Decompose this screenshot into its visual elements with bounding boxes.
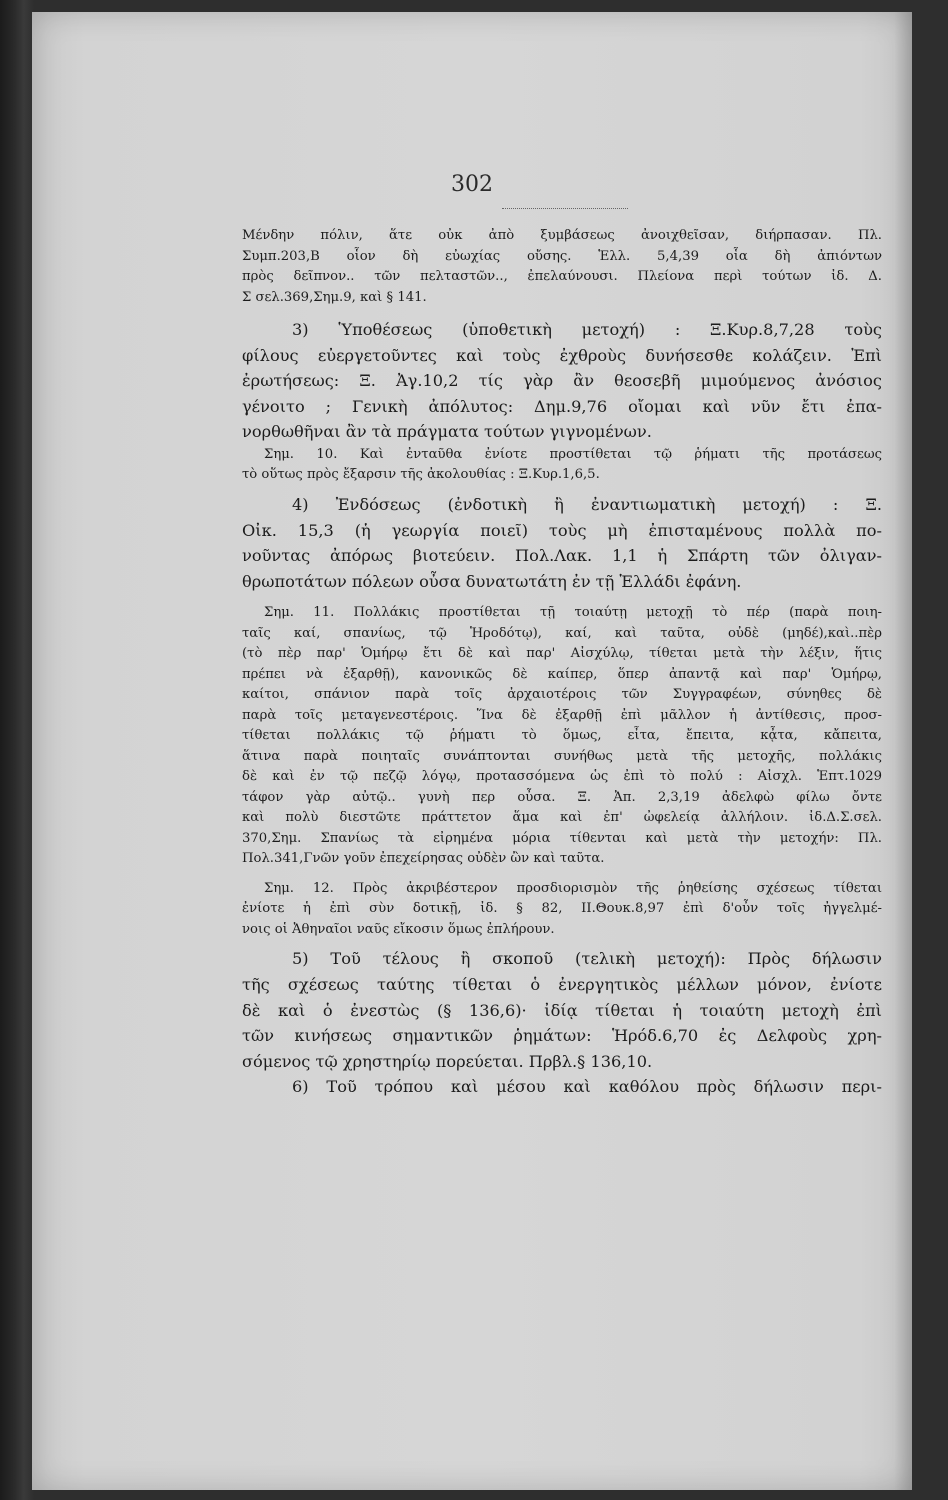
section-heading-line: 5) Τοῦ τέλους ἢ σκοποῦ (τελικὴ μετοχή): Πρὸς δήλωσιν	[292, 949, 882, 969]
text-line: νοῦντας ἀπόρως βιοτεύειν. Πολ.Λακ. 1,1 ἡ Σπάρτη τῶν ὀλιγαν-	[242, 546, 882, 566]
book-page	[32, 12, 912, 1490]
page-body	[242, 226, 882, 1100]
section-concession	[242, 492, 882, 594]
text-line: Μένδην πόλιν, ἅτε οὐκ ἀπὸ ξυμβάσεως ἀνοιχθεῖσαν, διήρπασαν. Πλ.	[242, 228, 882, 243]
text-line: πρὸς δεῖπνον.. τῶν πελταστῶν.., ἐπελαύνουσι. Πλείονα περὶ τούτων ἰδ. Δ.	[242, 269, 882, 284]
section-purpose	[242, 946, 882, 1100]
page-number-rule	[502, 208, 628, 209]
text-line: Σ σελ.369,Σημ.9, καὶ § 141.	[242, 289, 427, 305]
text-line: Συμπ.203,Β οἷον δὴ εὐωχίας οὔσης. Ἑλλ. 5,4,39 οἷα δὴ ἀπιόντων	[242, 248, 882, 264]
paragraph-continuation	[242, 226, 882, 308]
note-line: 370,Σημ. Σπανίως τὰ εἰρημένα μόρια τίθενται καὶ μετὰ τὴν μετοχήν: Πλ.	[242, 830, 882, 846]
note-line: Σημ. 10. Καὶ ἐνταῦθα ἐνίοτε προστίθεται τῷ ῥήματι τῆς προτάσεως	[264, 446, 882, 462]
note-line: ἐνίοτε ἡ ἐπὶ σὺν δοτικῇ, ἰδ. § 82, ΙΙ.Θουκ.8,97 ἐπὶ δ'οὖν τοῖς ἠγγελμέ-	[242, 901, 882, 917]
note-line: τάφον γὰρ αὐτῷ.. γυνὴ περ οὖσα. Ξ. Ἀπ. 2,3,19 ἀδελφὼ φίλω ὄντε	[242, 789, 882, 805]
note-line: τὸ οὕτως πρὸς ἔξαρσιν τῆς ἀκολουθίας : Ξ.Κυρ.1,6,5.	[242, 467, 600, 483]
text-line: γένοιτο ; Γενικὴ ἀπόλυτος: Δημ.9,76 οἴομαι καὶ νῦν ἔτι ἐπα-	[242, 396, 882, 416]
note-line: Πολ.341,Γνῶν γοῦν ἐπεχείρησας οὐδὲν ὢν καὶ ταῦτα.	[242, 851, 605, 867]
section-heading-line: 3) Ὑποθέσεως (ὑποθετικὴ μετοχή) : Ξ.Κυρ.8,7,28 τοὺς	[292, 320, 882, 339]
note-line: τίθεται πολλάκις τῷ ῥήματι τὸ ὅμως, εἶτα, ἔπειτα, κᾆτα, κἄπειτα,	[242, 728, 882, 744]
note-line: καὶ πολὺ διεστῶτε πράττετον ἅμα καὶ ἐπ' ὠφελείᾳ ἀλλήλοιν. ἰδ.Δ.Σ.σελ.	[242, 810, 882, 826]
page-edge-shadow	[894, 12, 912, 1490]
note-line: ταῖς καί, σπανίως, τῷ Ἡροδότῳ), καί, καὶ ταῦτα, οὐδὲ (μηδέ),καὶ..πὲρ	[242, 625, 882, 641]
text-line: ἐρωτήσεως: Ξ. Ἀγ.10,2 τίς γὰρ ἂν θεοσεβῆ μιμούμενος ἀνόσιος	[242, 371, 882, 391]
note-line: Σημ. 11. Πολλάκις προστίθεται τῇ τοιαύτῃ μετοχῇ τὸ πέρ (παρὰ ποιη-	[264, 605, 882, 621]
note-line: ἅτινα παρὰ ποιηταῖς συνάπτονται συνήθως μετὰ τῆς μετοχῆς, πολλάκις	[242, 748, 882, 764]
text-line: τῆς σχέσεως ταύτης τίθεται ὁ ἐνεργητικὸς μέλλων μόνον, ἐνίοτε	[242, 974, 882, 994]
note-12	[242, 879, 882, 941]
note-line: νοις οἱ Ἀθηναῖοι ναῦς εἴκοσιν ὅμως ἐπλήρουν.	[242, 921, 555, 937]
note-line: Σημ. 12. Πρὸς ἀκριβέστερον προσδιορισμὸν τῆς ῥηθείσης σχέσεως τίθεται	[264, 880, 882, 896]
section-hypothesis	[242, 317, 882, 445]
text-line: νορθωθῆναι ἂν τὰ πράγματα τούτων γιγνομένων.	[242, 422, 652, 442]
section-heading-line: 6) Τοῦ τρόπου καὶ μέσου καὶ καθόλου πρὸς δήλωσιν περι-	[292, 1077, 882, 1097]
section-heading-line: 4) Ἐνδόσεως (ἐνδοτικὴ ἢ ἐναντιωματικὴ μετοχή) : Ξ.	[292, 494, 882, 514]
text-line: σόμενος τῷ χρηστηρίῳ πορεύεται. Πρβλ.§ 136,10.	[242, 1051, 653, 1071]
note-11	[242, 603, 882, 870]
text-line: φίλους εὐεργετοῦντες καὶ τοὺς ἐχθροὺς δυνήσεσθε κολάζειν. Ἐπὶ	[242, 345, 882, 365]
note-line: δὲ καὶ ἐν τῷ πεζῷ λόγῳ, προτασσόμενα ὡς ἐπὶ τὸ πολύ : Αἰσχλ. Ἑπτ.1029	[242, 769, 882, 785]
note-10	[242, 445, 882, 486]
text-line: τῶν κινήσεως σημαντικῶν ῥημάτων: Ἡρόδ.6,70 ἐς Δελφοὺς χρη-	[242, 1026, 882, 1046]
text-line: δὲ καὶ ὁ ἐνεστὼς (§ 136,6)· ἰδίᾳ τίθεται ἡ τοιαύτη μετοχὴ ἐπὶ	[242, 1000, 882, 1020]
note-line: (τὸ πὲρ παρ' Ὁμήρῳ ἔτι δὲ καὶ παρ' Αἰσχύλῳ, τίθεται μετὰ τὴν λέξιν, ἥτις	[242, 646, 882, 662]
note-line: καίτοι, σπάνιον παρὰ τοῖς ἀρχαιοτέροις τῶν Συγγραφέων, σύνηθες δὲ	[242, 687, 882, 703]
note-line: παρὰ τοῖς μεταγενεστέροις. Ἵνα δὲ ἐξαρθῇ ἐπὶ μᾶλλον ἡ ἀντίθεσις, προσ-	[242, 707, 882, 723]
text-line: θρωποτάτων πόλεων οὖσα δυνατωτάτη ἐν τῇ Ἑλλάδι ἐφάνη.	[242, 571, 742, 591]
note-line: πρέπει νὰ ἐξαρθῇ), κανονικῶς δὲ καίπερ, ὅπερ ἀπαντᾷ καὶ παρ' Ὁμήρῳ,	[242, 666, 882, 682]
page-number: 302	[451, 172, 493, 197]
text-line: Οἰκ. 15,3 (ἡ γεωργία ποιεῖ) τοὺς μὴ ἐπισταμένους πολλὰ πο-	[242, 520, 882, 540]
